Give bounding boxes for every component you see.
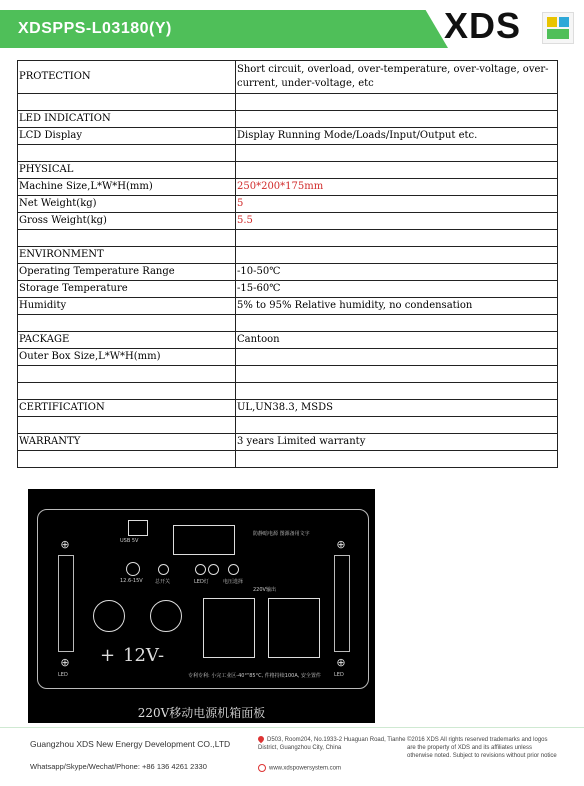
website-text[interactable]: www.xdspowersystem.com — [269, 765, 342, 772]
package-label: PACKAGE — [18, 332, 236, 349]
main-switch — [158, 564, 169, 575]
panel-caption: 220V移动电源机箱面板 — [137, 706, 266, 720]
table-row — [18, 298, 558, 315]
footer-company: Guangzhou XDS New Energy Development CO.,LTD — [30, 739, 231, 749]
certification-label: CERTIFICATION — [18, 400, 236, 417]
screw-icon: ⊕ — [336, 538, 346, 551]
physical-label: PHYSICAL — [18, 162, 236, 179]
table-row — [18, 264, 558, 281]
footer-website[interactable] — [258, 764, 341, 772]
location-pin-icon — [257, 735, 265, 743]
net-weight-value: 5 — [236, 196, 558, 213]
protection-value: Short circuit, overload, over-temperature, over-voltage, over-current, under-voltage, etc — [236, 61, 558, 94]
footer-contact: Whatsapp/Skype/Wechat/Phone: +86 136 4261 2330 — [30, 762, 207, 771]
table-row — [18, 162, 558, 179]
table-row — [18, 383, 558, 400]
charge-port — [126, 562, 140, 576]
table-row — [18, 230, 558, 247]
right-slot — [334, 555, 350, 652]
environment-label: ENVIRONMENT — [18, 247, 236, 264]
outlet-label: 220V输出 — [253, 587, 276, 593]
screw-icon: ⊕ — [60, 538, 70, 551]
ac-outlet-right — [268, 598, 320, 658]
usb-label: USB 5V — [120, 538, 139, 544]
gross-weight-label: Gross Weight(kg) — [18, 213, 236, 230]
plus-sign: + — [100, 645, 116, 666]
operating-temp-value: -10-50℃ — [236, 264, 558, 281]
led-switch-label: LED灯 — [194, 579, 209, 585]
brand-logo-icon — [542, 12, 574, 44]
table-row — [18, 196, 558, 213]
lcd-screen — [173, 525, 235, 555]
address-text: D503, Room204, No.1933-2 Huaguan Road, Tianhe District, Guangzhou City, China — [258, 737, 406, 751]
table-row — [18, 400, 558, 417]
table-row — [18, 451, 558, 468]
outer-box-label: Outer Box Size,L*W*H(mm) — [18, 349, 236, 366]
table-row — [18, 61, 558, 94]
net-weight-label: Net Weight(kg) — [18, 196, 236, 213]
left-slot — [58, 555, 74, 652]
panel-outline — [37, 509, 369, 689]
table-row — [18, 366, 558, 383]
ac-outlet-left — [203, 598, 255, 658]
table-row — [18, 315, 558, 332]
footer-address — [258, 736, 408, 752]
table-row — [18, 417, 558, 434]
document-code: XDSPPS-L03180(Y) — [18, 20, 172, 37]
table-row — [18, 179, 558, 196]
led-right-label: LED — [334, 672, 344, 678]
led-switch — [195, 564, 206, 575]
switch-label: 总开关 — [155, 579, 171, 585]
panel-diagram — [28, 489, 375, 723]
indicator — [208, 564, 219, 575]
table-row — [18, 434, 558, 451]
page-header — [0, 0, 584, 50]
table-row — [18, 94, 558, 111]
dc-socket-left — [93, 600, 125, 632]
ac-select — [228, 564, 239, 575]
certification-value: UL,UN38.3, MSDS — [236, 400, 558, 417]
size-label: Machine Size,L*W*H(mm) — [18, 179, 236, 196]
minus-sign: - — [158, 645, 165, 666]
table-row — [18, 281, 558, 298]
package-value: Cantoon — [236, 332, 558, 349]
lcd-value: Display Running Mode/Loads/Input/Output etc. — [236, 128, 558, 145]
lcd-label: LCD Display — [18, 128, 236, 145]
spec-table — [17, 60, 558, 468]
led-indication-label: LED INDICATION — [18, 111, 236, 128]
table-row — [18, 213, 558, 230]
storage-temp-value: -15-60℃ — [236, 281, 558, 298]
ac-select-label: 电压选择 — [223, 579, 244, 585]
operating-temp-label: Operating Temperature Range — [18, 264, 236, 281]
table-row — [18, 145, 558, 162]
humidity-label: Humidity — [18, 298, 236, 315]
table-row — [18, 247, 558, 264]
voltage-label: 12V — [123, 645, 159, 666]
led-left-label: LED — [58, 672, 68, 678]
table-row — [18, 111, 558, 128]
table-row — [18, 128, 558, 145]
humidity-value: 5% to 95% Relative humidity, no condensation — [236, 298, 558, 315]
footer-divider — [0, 727, 584, 728]
dc-socket-right — [150, 600, 182, 632]
charge-label: 12.6-15V — [120, 578, 143, 584]
bottom-text: 专利专利: 小完工业区-40°"85°C, 件格持续100A, 安全置件 — [188, 673, 321, 679]
brand-name: XDS — [444, 5, 522, 46]
warranty-value: 3 years Limited warranty — [236, 434, 558, 451]
warning-text: 防静暗电源 图源备用文字 — [253, 531, 310, 537]
table-row — [18, 349, 558, 366]
table-row — [18, 332, 558, 349]
usb-port — [128, 520, 148, 536]
globe-icon — [258, 764, 266, 772]
screw-icon: ⊕ — [336, 656, 346, 669]
footer-copyright: ©2016 XDS All rights reserved trademarks and logos are the property of XDS and its affiliates unless otherwise noted. Subject to revisions without prior notice — [407, 737, 557, 759]
storage-temp-label: Storage Temperature — [18, 281, 236, 298]
screw-icon: ⊕ — [60, 656, 70, 669]
size-value: 250*200*175mm — [236, 179, 558, 196]
warranty-label: WARRANTY — [18, 434, 236, 451]
protection-label: PROTECTION — [18, 61, 236, 94]
gross-weight-value: 5.5 — [236, 213, 558, 230]
